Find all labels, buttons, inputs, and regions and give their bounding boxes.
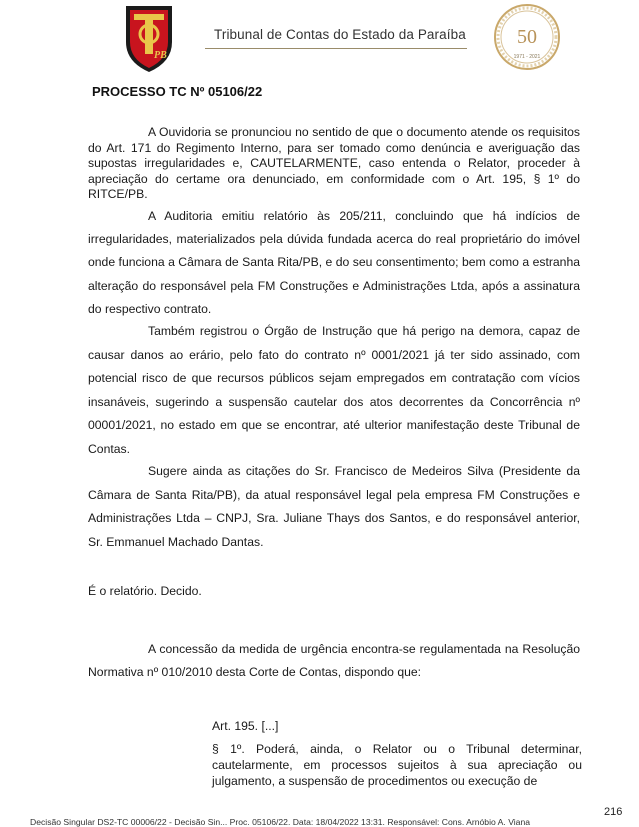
paragraph-citacoes: Sugere ainda as citações do Sr. Francisco de Medeiros Silva (Presidente da Câmara de Santa Rita/PB), da atual responsável legal pela empresa FM Construções e Administrações Ltda – CNPJ, Sra. Juliane Thays dos Santos, e do responsável anterior, Sr. Emmanuel Machado Dantas. <box>88 464 580 549</box>
quote-heading: Art. 195. [...] <box>212 719 279 733</box>
paragraph-relatorio: É o relatório. Decido. <box>88 584 202 598</box>
quote-text: § 1º. Poderá, ainda, o Relator ou o Tribunal determinar, cautelarmente, em processos sujeitos à sua apreciação ou julgamento, a suspensão de procedimentos ou execução de <box>212 742 582 789</box>
paragraph-orgao-instrucao: Também registrou o Órgão de Instrução que há perigo na demora, capaz de causar danos ao erário, pelo fato do contrato nº 0001/2021 já ter sido assinado, com potencial risco de que recursos públicos sejam empregados em contratação com vícios insanáveis, sugerindo a suspensão cautelar dos atos decorrentes da Concorrência nº 00001/2021, no estado em que se encontrar, até ulterior manifestação deste Tribunal de Contas. <box>88 324 580 456</box>
paragraph-auditoria: A Auditoria emitiu relatório às 205/211, concluindo que há indícios de irregularidades, materializados pela dúvida fundada acerca do real proprietário do imóvel onde funciona a Câmara de Santa Rita/PB, e do seu consentimento; bem como a estranha alteração do responsável pela FM Construções e Administrações Ltda, após a assinatura do respectivo contrato. <box>88 209 580 316</box>
institution-name: Tribunal de Contas do Estado da Paraíba <box>214 27 466 42</box>
document-footer: Decisão Singular DS2-TC 00006/22 - Decisão Sin... Proc. 05106/22. Data: 18/04/2022 13:31. Responsável: Cons. Arnóbio A. Viana <box>30 817 531 827</box>
paragraph-ouvidoria: A Ouvidoria se pronunciou no sentido de que o documento atende os requisitos do Art. 171 do Regimento Interno, para ser tomado como denúncia e averiguação das supostas irregularidades e, CAUTELARMENTE, caso entenda o Relator, proceder à apreciação do certame ora denunciado, em conformidade com o Art. 195, § 1º do RITCE/PB. <box>88 125 580 201</box>
paragraph-concessao: A concessão da medida de urgência encontra-se regulamentada na Resolução Normativa nº 010/2010 desta Corte de Contas, dispondo que: <box>88 642 580 680</box>
anniversary-seal <box>492 2 562 72</box>
header-divider <box>205 48 467 49</box>
process-title: PROCESSO TC Nº 05106/22 <box>92 84 263 99</box>
svg-text:PB: PB <box>154 50 167 61</box>
svg-text:1971 - 2021: 1971 - 2021 <box>513 54 541 60</box>
tce-pb-logo <box>120 2 178 74</box>
page-header <box>0 0 639 80</box>
svg-text:50: 50 <box>517 26 537 48</box>
page-number: 216 <box>604 806 623 818</box>
